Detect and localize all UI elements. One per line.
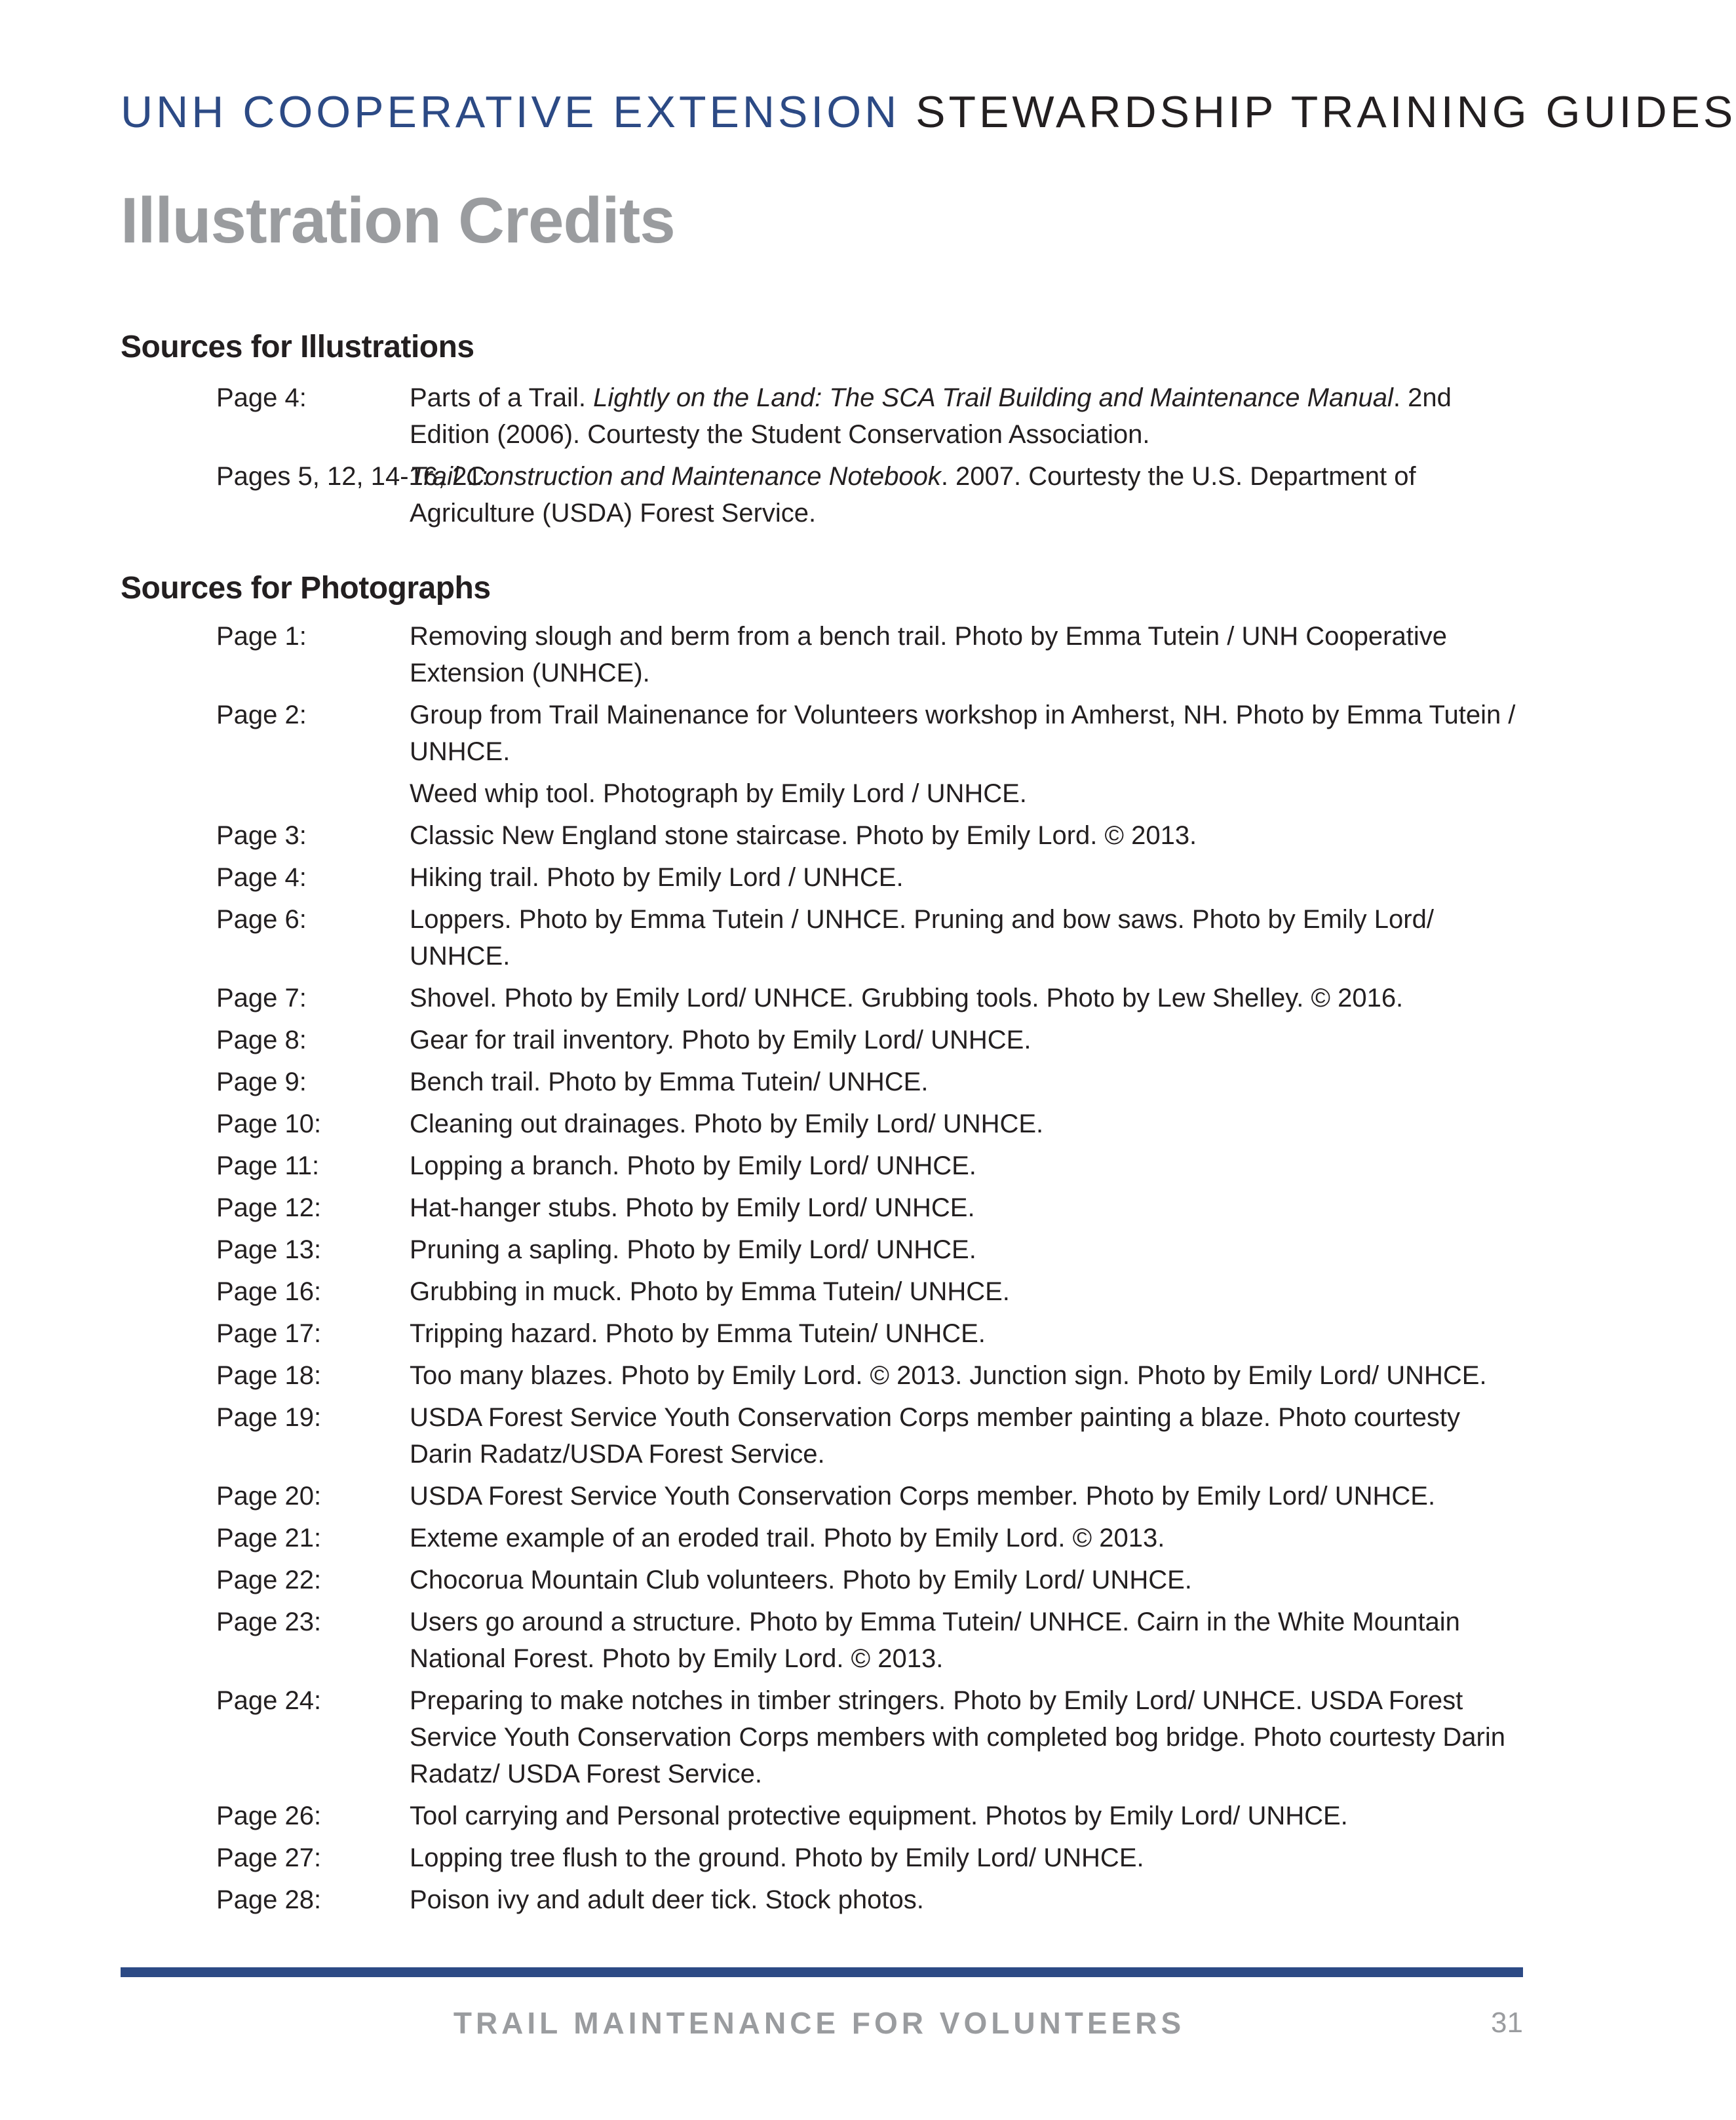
credit-entry [121, 1478, 1523, 1514]
credit-entry [121, 1604, 1523, 1677]
credit-entry [121, 1022, 1523, 1058]
credit-page: Page 1: [216, 622, 307, 651]
credit-entry [121, 1520, 1523, 1556]
credit-entry [121, 1064, 1523, 1100]
running-header [121, 87, 1736, 138]
credit-entry [121, 1231, 1523, 1268]
credit-text: Too many blazes. Photo by Emily Lord. © 2013. Junction sign. Photo by Emily Lord/ UNHCE. [410, 1361, 1487, 1390]
page-title: Illustration Credits [121, 184, 675, 256]
credit-text: Hat-hanger stubs. Photo by Emily Lord/ UNHCE. [410, 1193, 975, 1222]
credit-entry [121, 859, 1523, 896]
credit-entry [121, 618, 1523, 691]
credit-entry [121, 1798, 1523, 1834]
credit-entry [121, 379, 1523, 453]
credit-text: Weed whip tool. Photograph by Emily Lord / UNHCE. [410, 779, 1027, 808]
credit-text: Chocorua Mountain Club volunteers. Photo by Emily Lord/ UNHCE. [410, 1566, 1192, 1594]
credit-page: Page 28: [216, 1885, 322, 1914]
credit-text: Lopping tree flush to the ground. Photo by Emily Lord/ UNHCE. [410, 1843, 1144, 1872]
credit-page: Page 8: [216, 1026, 307, 1054]
credit-entry [121, 775, 1523, 812]
credit-entry [121, 817, 1523, 854]
illustrations-list [121, 379, 1523, 531]
credit-page: Page 4: [216, 863, 307, 892]
credit-entry [121, 901, 1523, 974]
credit-text: Loppers. Photo by Emma Tutein / UNHCE. Pruning and bow saws. Photo by Emily Lord/ UNHCE. [410, 905, 1434, 971]
footer-rule [121, 1967, 1523, 1977]
credit-text: Cleaning out drainages. Photo by Emily Lord/ UNHCE. [410, 1109, 1044, 1138]
credit-text: Bench trail. Photo by Emma Tutein/ UNHCE. [410, 1068, 929, 1096]
credit-entry [121, 1562, 1523, 1598]
photographs-list [121, 618, 1523, 1918]
header-series: STEWARDSHIP TRAINING GUIDES [916, 87, 1736, 137]
credit-entry [121, 1273, 1523, 1310]
credit-entry [121, 1147, 1523, 1184]
credit-text: Parts of a Trail. Lightly on the Land: The SCA Trail Building and Maintenance Manual. 2nd Edition (2006). Courtesty the Student Conservation Association. [410, 383, 1452, 449]
credit-text: Gear for trail inventory. Photo by Emily Lord/ UNHCE. [410, 1026, 1032, 1054]
credit-text: Exteme example of an eroded trail. Photo by Emily Lord. © 2013. [410, 1524, 1165, 1552]
credit-page: Page 21: [216, 1524, 322, 1552]
credit-page: Page 6: [216, 905, 307, 934]
credit-page: Page 3: [216, 821, 307, 850]
credit-text: Grubbing in muck. Photo by Emma Tutein/ UNHCE. [410, 1277, 1010, 1306]
credit-text: Preparing to make notches in timber stringers. Photo by Emily Lord/ UNHCE. USDA Forest Service Youth Conservation Corps members with completed bog bridge. Photo courtesty Darin Radatz/ USDA Forest Service. [410, 1686, 1505, 1788]
credit-entry [121, 1189, 1523, 1226]
credit-page: Page 27: [216, 1843, 322, 1872]
credit-text: Lopping a branch. Photo by Emily Lord/ UNHCE. [410, 1151, 976, 1180]
credit-entry [121, 1881, 1523, 1918]
credit-text: USDA Forest Service Youth Conservation Corps member painting a blaze. Photo courtesty Darin Radatz/USDA Forest Service. [410, 1403, 1461, 1469]
header-org: UNH COOPERATIVE EXTENSION [121, 87, 900, 137]
credit-page: Page 10: [216, 1109, 322, 1138]
credit-entry [121, 1106, 1523, 1142]
credit-page: Page 17: [216, 1319, 322, 1348]
illustrations-section [121, 329, 1523, 531]
credit-page: Page 4: [216, 383, 307, 412]
credit-page: Page 19: [216, 1403, 322, 1432]
credit-text: Tripping hazard. Photo by Emma Tutein/ UNHCE. [410, 1319, 986, 1348]
credit-text: Poison ivy and adult deer tick. Stock photos. [410, 1885, 924, 1914]
credit-text: Tool carrying and Personal protective equipment. Photos by Emily Lord/ UNHCE. [410, 1802, 1348, 1830]
credit-entry [121, 1357, 1523, 1394]
illustrations-heading: Sources for Illustrations [121, 330, 474, 364]
credit-entry [121, 697, 1523, 770]
credit-text: Users go around a structure. Photo by Emma Tutein/ UNHCE. Cairn in the White Mountain National Forest. Photo by Emily Lord. © 2013. [410, 1608, 1460, 1673]
credit-text: Group from Trail Mainenance for Volunteers workshop in Amherst, NH. Photo by Emma Tutein / UNHCE. [410, 701, 1516, 766]
credit-page: Page 16: [216, 1277, 322, 1306]
credit-entry [121, 980, 1523, 1016]
credit-page: Page 18: [216, 1361, 322, 1390]
credit-entry [121, 1840, 1523, 1876]
credit-text: Pruning a sapling. Photo by Emily Lord/ UNHCE. [410, 1235, 976, 1264]
credit-page: Page 2: [216, 701, 307, 729]
credit-page: Page 9: [216, 1068, 307, 1096]
credit-page: Pages 5, 12, 14-16, 21: [216, 462, 489, 491]
credit-page: Page 26: [216, 1802, 322, 1830]
credit-page: Page 13: [216, 1235, 322, 1264]
photographs-section [121, 570, 1523, 1918]
credit-entry [121, 1315, 1523, 1352]
credit-entry [121, 458, 1523, 531]
credit-page [216, 775, 410, 812]
credit-text: Removing slough and berm from a bench trail. Photo by Emma Tutein / UNH Cooperative Extension (UNHCE). [410, 622, 1447, 687]
credit-page: Page 20: [216, 1482, 322, 1511]
credit-page: Page 22: [216, 1566, 322, 1594]
credit-page: Page 24: [216, 1686, 322, 1715]
credit-entry [121, 1399, 1523, 1473]
photographs-heading: Sources for Photographs [121, 571, 491, 606]
credit-page: Page 12: [216, 1193, 322, 1222]
credit-text: Shovel. Photo by Emily Lord/ UNHCE. Grubbing tools. Photo by Lew Shelley. © 2016. [410, 984, 1404, 1012]
credit-entry [121, 1682, 1523, 1792]
credit-text: Trail Construction and Maintenance Notebook. 2007. Courtesty the U.S. Department of Agriculture (USDA) Forest Service. [410, 462, 1416, 528]
credit-page: Page 23: [216, 1608, 322, 1636]
footer-title: TRAIL MAINTENANCE FOR VOLUNTEERS [453, 2006, 1186, 2040]
credit-text: USDA Forest Service Youth Conservation Corps member. Photo by Emily Lord/ UNHCE. [410, 1482, 1436, 1511]
credit-text: Classic New England stone staircase. Photo by Emily Lord. © 2013. [410, 821, 1197, 850]
credit-text: Hiking trail. Photo by Emily Lord / UNHCE. [410, 863, 904, 892]
page-number: 31 [1491, 2007, 1523, 2039]
credit-page: Page 11: [216, 1151, 320, 1180]
credit-page: Page 7: [216, 984, 307, 1012]
